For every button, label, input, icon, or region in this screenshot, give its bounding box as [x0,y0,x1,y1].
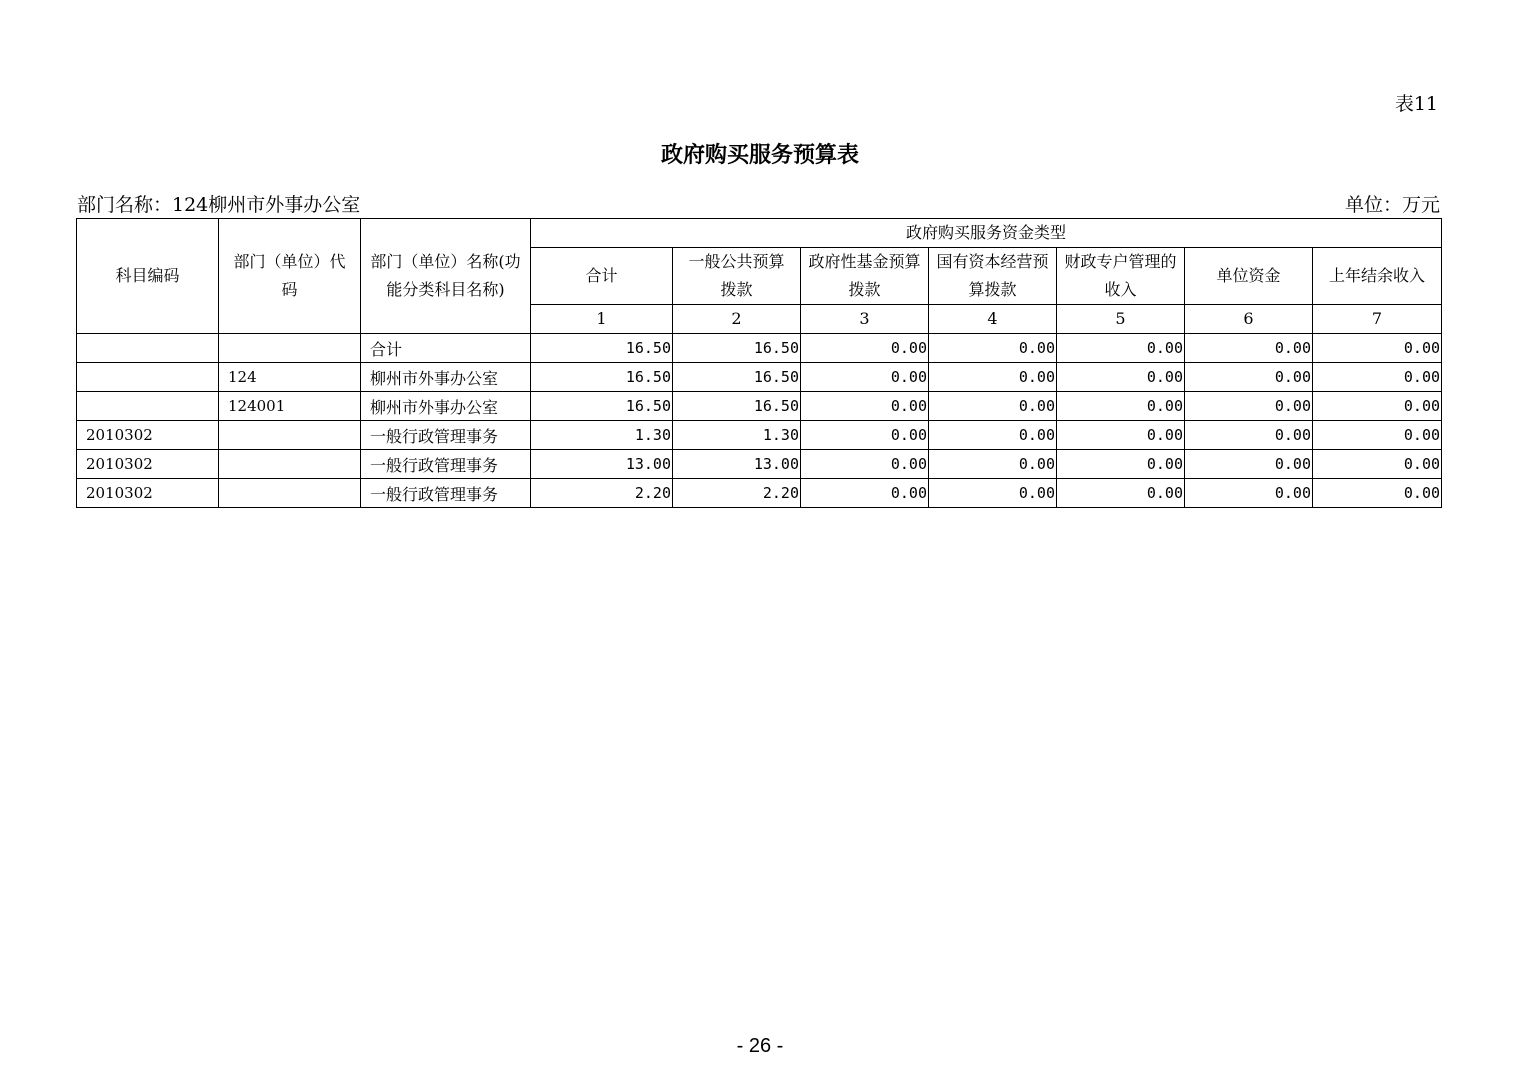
dept-name-cell: 一般行政管理事务 [361,421,531,450]
amount-cell: 0.00 [1185,392,1313,421]
header-index: 1 [531,305,673,334]
budget-table [76,218,1442,508]
table-row [77,421,1442,450]
header-index: 7 [1313,305,1442,334]
dept-code-cell [219,421,361,450]
amount-cell: 0.00 [1057,392,1185,421]
dept-code-cell [219,334,361,363]
subject-code-cell: 2010302 [77,450,219,479]
amount-cell: 2.20 [531,479,673,508]
amount-cell: 0.00 [1185,479,1313,508]
dept-name-cell: 合计 [361,334,531,363]
subject-code-cell [77,334,219,363]
header-col-carryover: 上年结余收入 [1313,248,1442,305]
amount-cell: 0.00 [929,479,1057,508]
subject-code-cell [77,392,219,421]
dept-name-cell: 一般行政管理事务 [361,450,531,479]
amount-cell: 0.00 [1057,421,1185,450]
header-col-gov-fund: 政府性基金预算拨款 [801,248,929,305]
amount-cell: 16.50 [673,363,801,392]
page-number: - 26 - [736,1035,784,1057]
amount-cell: 0.00 [801,334,929,363]
header-dept-code: 部门（单位）代码 [219,219,361,334]
dept-code-cell: 124001 [219,392,361,421]
dept-code-cell [219,479,361,508]
amount-cell: 16.50 [673,392,801,421]
dept-name-cell: 一般行政管理事务 [361,479,531,508]
amount-cell: 0.00 [801,392,929,421]
page-title: 政府购买服务预算表 [660,143,859,168]
amount-cell: 0.00 [929,450,1057,479]
amount-cell: 0.00 [929,363,1057,392]
table-row [77,479,1442,508]
subject-code-cell [77,363,219,392]
unit-label: 单位：万元 [1344,194,1440,216]
amount-cell: 0.00 [929,334,1057,363]
amount-cell: 0.00 [1185,450,1313,479]
amount-cell: 16.50 [531,392,673,421]
header-row-group [77,219,1442,248]
table-row [77,363,1442,392]
amount-cell: 0.00 [801,421,929,450]
header-col-general-budget: 一般公共预算拨款 [673,248,801,305]
amount-cell: 0.00 [1313,479,1442,508]
amount-cell: 0.00 [1057,363,1185,392]
header-fund-type-group: 政府购买服务资金类型 [531,219,1442,248]
department-label: 部门名称：124柳州市外事办公室 [77,194,361,216]
amount-cell: 16.50 [531,334,673,363]
dept-name-cell: 柳州市外事办公室 [361,392,531,421]
amount-cell: 0.00 [1313,421,1442,450]
header-subject-code: 科目编码 [77,219,219,334]
table-number: 表11 [1394,93,1438,115]
amount-cell: 0.00 [1313,450,1442,479]
dept-code-cell [219,450,361,479]
amount-cell: 0.00 [1313,392,1442,421]
dept-name-cell: 柳州市外事办公室 [361,363,531,392]
amount-cell: 0.00 [1057,450,1185,479]
amount-cell: 0.00 [801,363,929,392]
amount-cell: 0.00 [1313,334,1442,363]
amount-cell: 0.00 [801,479,929,508]
amount-cell: 1.30 [531,421,673,450]
table-row [77,334,1442,363]
amount-cell: 0.00 [929,392,1057,421]
header-col-total: 合计 [531,248,673,305]
header-index: 4 [929,305,1057,334]
subject-code-cell: 2010302 [77,421,219,450]
amount-cell: 0.00 [1313,363,1442,392]
header-col-unit-funds: 单位资金 [1185,248,1313,305]
amount-cell: 2.20 [673,479,801,508]
header-col-special-account: 财政专户管理的收入 [1057,248,1185,305]
header-index: 5 [1057,305,1185,334]
amount-cell: 13.00 [531,450,673,479]
amount-cell: 13.00 [673,450,801,479]
table-row [77,450,1442,479]
amount-cell: 0.00 [929,421,1057,450]
amount-cell: 0.00 [1185,421,1313,450]
header-index: 2 [673,305,801,334]
subject-code-cell: 2010302 [77,479,219,508]
amount-cell: 1.30 [673,421,801,450]
amount-cell: 0.00 [1185,334,1313,363]
dept-code-cell: 124 [219,363,361,392]
amount-cell: 0.00 [1057,479,1185,508]
table-row [77,392,1442,421]
amount-cell: 16.50 [531,363,673,392]
header-index: 3 [801,305,929,334]
amount-cell: 0.00 [801,450,929,479]
header-index: 6 [1185,305,1313,334]
header-col-state-capital: 国有资本经营预算拨款 [929,248,1057,305]
amount-cell: 0.00 [1057,334,1185,363]
amount-cell: 16.50 [673,334,801,363]
header-dept-name: 部门（单位）名称(功能分类科目名称) [361,219,531,334]
amount-cell: 0.00 [1185,363,1313,392]
